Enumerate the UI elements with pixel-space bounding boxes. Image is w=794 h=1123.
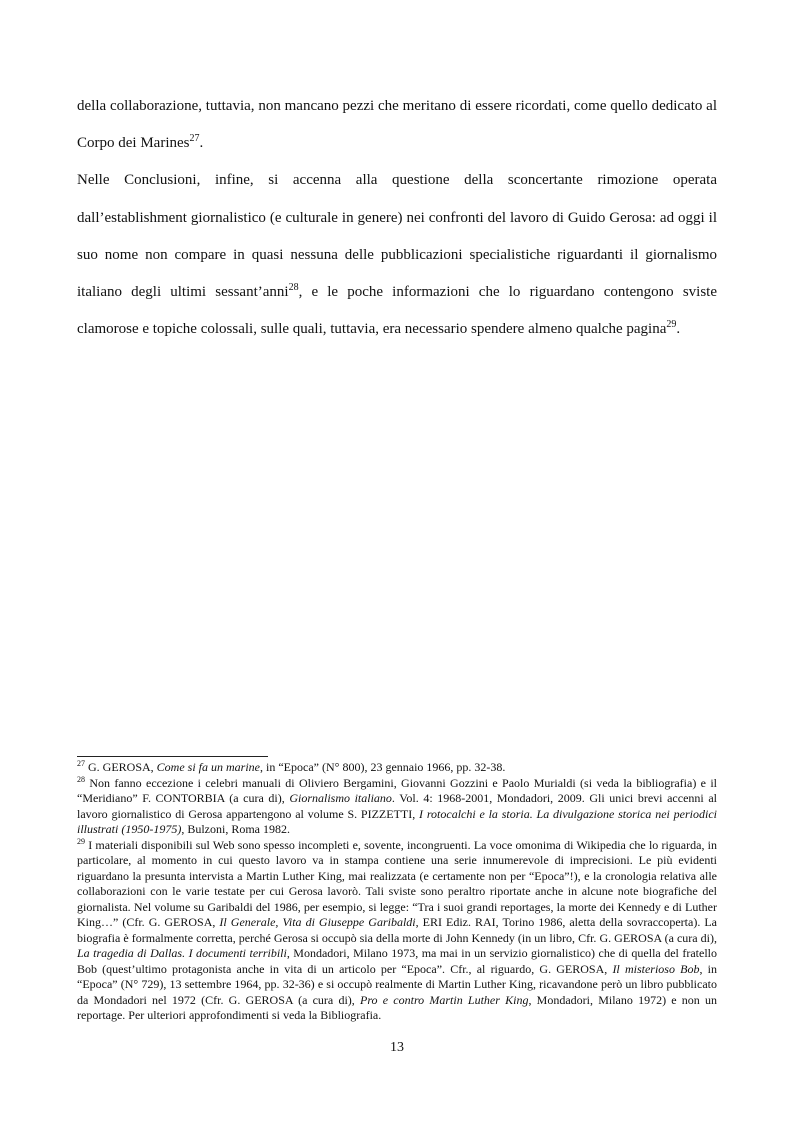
footnote-29-text-c: , Mondadori, Milano 1973, ma mai in un servizio giornalistico) che di quella del fratello Bob (quest’ultimo protagonista anche in vita di un articolo per “Epoca”. Cfr., al riguardo, G. GEROSA, — [77, 946, 717, 976]
footnote-29-number: 29 — [77, 836, 85, 846]
paragraph-2 — [77, 162, 717, 348]
footnote-28-number: 28 — [77, 774, 85, 784]
footnote-28 — [77, 776, 717, 838]
page-number: 13 — [390, 1040, 404, 1055]
paragraph-1-end: . — [199, 135, 204, 152]
footnote-28-text-c: , Bulzoni, Roma 1982. — [181, 822, 291, 836]
footnote-29 — [77, 838, 717, 1024]
footnote-29-text-b: , ERI Ediz. RAI, Torino 1986, aletta della sovraccoperta). La biografia è formalmente corretta, perché Gerosa si occupò sia della morte di John Kennedy (in un libro, Cfr. G. GEROSA (a cura di), — [77, 915, 717, 945]
note-ref-29: 29 — [666, 319, 677, 331]
footnote-28-title-1: Giornalismo italiano — [289, 791, 392, 805]
footnote-separator — [77, 756, 268, 757]
footnote-27-number: 27 — [77, 759, 85, 768]
paragraph-2-text-a: Nelle Conclusioni, infine, si accenna alla questione della sconcertante rimozione operata dall’establishment giornalistico (e culturale in genere) nei confronti del lavoro di Guido Gerosa: ad oggi il suo nome non compare in quasi nessuna delle pubblicazioni specialistiche riguardanti il giornalismo italiano degli ultimi sessant’anni — [77, 172, 717, 301]
footnote-28-title-2: I rotocalchi e la storia. La divulgazione storica nei periodici illustrati (1950-1975) — [77, 806, 718, 836]
footnote-27-text-b: , in “Epoca” (N° 800), 23 gennaio 1966, pp. 32-38. — [260, 760, 506, 774]
footnote-28-text-a: Non fanno eccezione i celebri manuali di Oliviero Bergamini, Giovanni Gozzini e Paolo Murialdi (si veda la bibliografia) e il “Meridiano” F. CONTORBIA (a cura di), — [77, 775, 717, 805]
footnote-27 — [77, 760, 717, 776]
footnote-29-title-1: Il Generale, Vita di Giuseppe Garibaldi — [219, 915, 416, 929]
footnote-29-title-3: Il misterioso Bob — [612, 961, 700, 976]
paragraph-1 — [77, 88, 717, 162]
footnote-29-text-a: I materiali disponibili sul Web sono spesso incompleti e, sovente, incongruenti. La voce omonima di Wikipedia che lo riguarda, in particolare, al momento in cui questo lavoro va in stampa contiene una serie innumerevole di imprecisioni. Le più evidenti riguardano la presunta intervista a Martin Luther King, mai realizzata (e certamente non per “Epoca”!), e la cronologia relativa alle collaborazioni con le varie testate per cui Gerosa lavorò. Tali sviste sono peraltro riportate anche in alcune note biografiche del giornalista. Nel volume su Garibaldi del 1986, per esempio, si legge: “Tra i suoi grandi reportages, la morte dei Kennedy e di Luther King…” (Cfr. G. GEROSA, — [77, 837, 717, 929]
footnote-27-text-a: G. GEROSA, — [85, 760, 157, 774]
note-ref-28: 28 — [288, 282, 299, 294]
footnote-29-title-2: La tragedia di Dallas. I documenti terribili — [77, 946, 287, 960]
footnotes — [77, 760, 717, 1024]
footnote-29-text-e: , Mondadori, Milano 1972) e non un reportage. Per ulteriori approfondimenti si veda la Bibliografia. — [77, 992, 718, 1022]
paragraph-2-text-b: , e le poche informazioni che lo riguardano contengono sviste clamorose e topiche colossali, sulle quali, tuttavia, era necessario spendere almeno qualche pagina — [77, 284, 717, 338]
paragraph-2-end: . — [676, 321, 681, 338]
footnote-29-text-d: , in “Epoca” (N° 729), 13 settembre 1964, pp. 32-36) e si occupò realmente di Martin Luther King, ricavandone però un libro pubblicato da Mondadori nel 1972 (Cfr. G. GEROSA (a cura di), — [77, 961, 717, 1007]
paragraph-1-text: della collaborazione, tuttavia, non mancano pezzi che meritano di essere ricordati, come quello dedicato al Corpo dei Marines — [77, 98, 717, 152]
footnote-27-title: Come si fa un marine — [156, 760, 261, 774]
body-text — [77, 88, 717, 348]
note-ref-27: 27 — [189, 133, 200, 145]
footnote-29-title-4: Pro e contro Martin Luther King — [360, 992, 529, 1007]
footnote-28-text-b: . Vol. 4: 1968-2001, Mondadori, 2009. Gli unici brevi accenni al lavoro giornalistico di Gerosa appartengono al volume S. PIZZETTI, — [77, 791, 717, 821]
